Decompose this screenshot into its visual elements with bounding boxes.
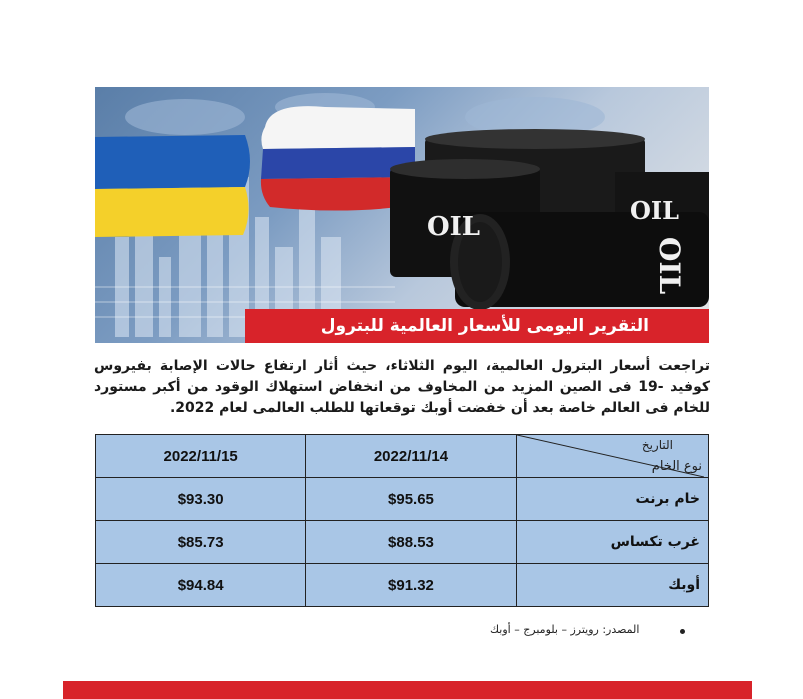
row-value: $91.32 xyxy=(306,564,516,607)
row-name: خام برنت xyxy=(516,478,708,521)
svg-text:OIL: OIL xyxy=(427,212,481,242)
header-corner-cell xyxy=(516,435,708,478)
row-value: $85.73 xyxy=(96,521,306,564)
bullet-icon xyxy=(680,629,685,634)
header-type-label: نوع الخام xyxy=(651,459,702,474)
banner-artwork xyxy=(95,87,709,343)
report-paragraph: تراجعت أسعار البترول العالمية، اليوم الثلاثاء، حيث أثار ارتفاع حالات الإصابة بفيروس كوفيد -19 فى الصين المزيد من المخاوف من انخفاض استهلاك الوقود من أكبر مستورد للخام فى العالم خاصة بعد أن خفضت أوبك توقعاتها للطلب العالمى لعام 2022. xyxy=(94,358,710,416)
row-value: $95.65 xyxy=(306,478,516,521)
banner-title: التقرير اليومى للأسعار العالمية للبترول xyxy=(245,309,709,343)
row-name: أوبك xyxy=(516,564,708,607)
table-header-row xyxy=(96,435,709,478)
row-value: $94.84 xyxy=(96,564,306,607)
svg-text:OIL: OIL xyxy=(630,196,680,225)
banner-image xyxy=(95,87,709,343)
ukraine-flag-fist xyxy=(95,135,250,237)
table-row xyxy=(96,478,709,521)
header-date-2: 2022/11/15 xyxy=(96,435,306,478)
table-row xyxy=(96,564,709,607)
header-date-label: التاريخ xyxy=(641,438,673,452)
footer-bar xyxy=(63,681,752,699)
svg-text:OIL: OIL xyxy=(653,237,686,295)
table-row xyxy=(96,521,709,564)
header-date-1: 2022/11/14 xyxy=(306,435,516,478)
row-value: $93.30 xyxy=(96,478,306,521)
row-name: غرب تكساس xyxy=(516,521,708,564)
price-table xyxy=(95,434,709,607)
source-note: المصدر: رويترز – بلومبرج – أوبك xyxy=(490,623,640,636)
row-value: $88.53 xyxy=(306,521,516,564)
